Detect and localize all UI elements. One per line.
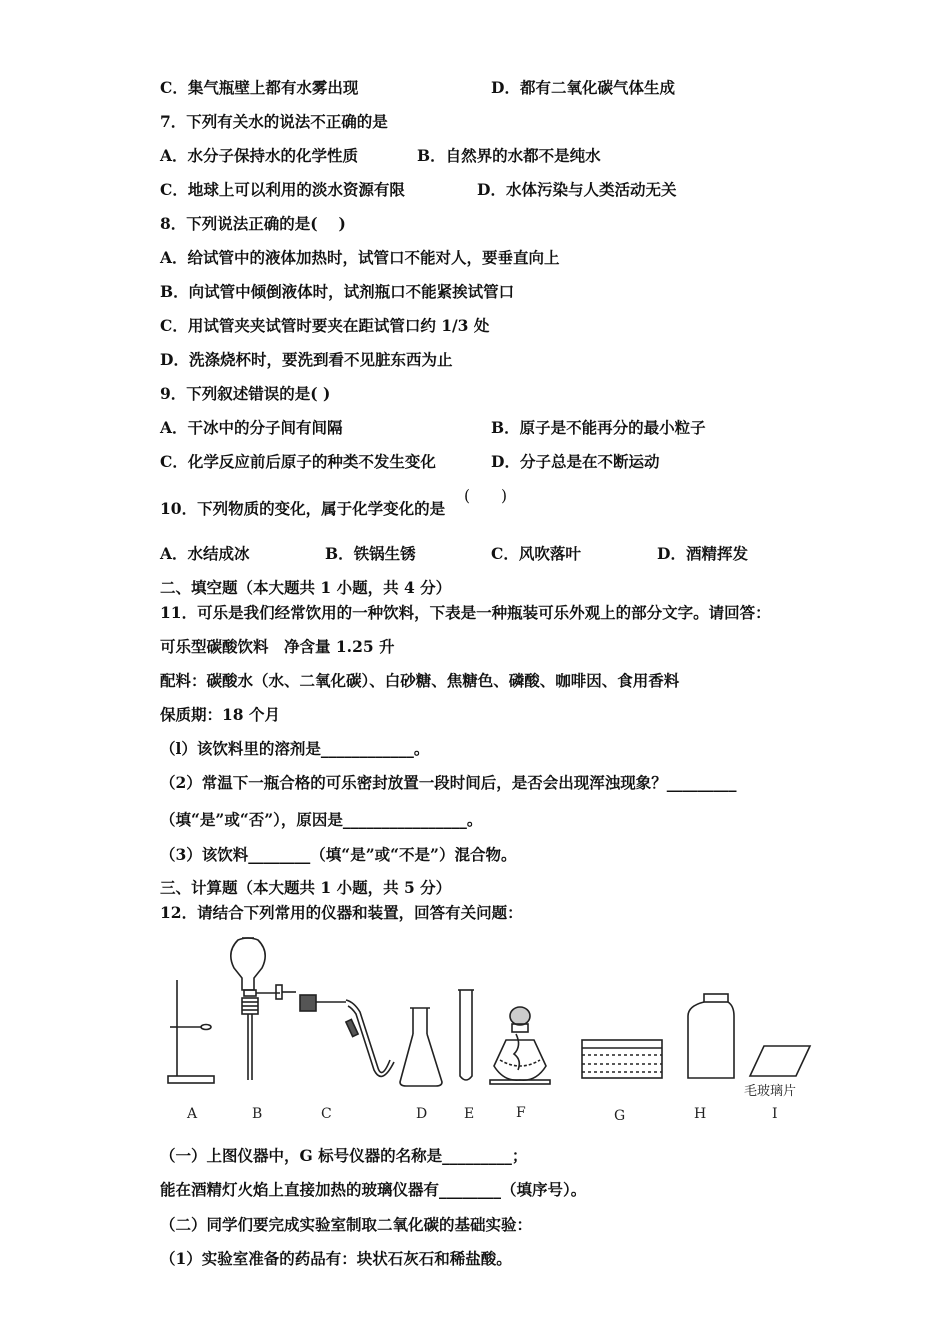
delivery-tube-illustration [300,995,394,1076]
label-g: G [614,1108,626,1124]
glass-plate-label: 毛玻璃片 [744,1084,797,1099]
q11-part-1: （l）该饮料里的溶剂是____________。 [160,739,430,758]
q7-option-row-ab [160,146,601,166]
q9-option-c: C．化学反应前后原子的种类不发生变化 [160,452,436,471]
q10-option-d: D．酒精挥发 [657,544,748,563]
glass-plate-illustration [750,1046,810,1076]
alcohol-lamp-illustration [490,1007,550,1084]
q8-stem: 8．下列说法正确的是( ) [160,214,346,233]
q9-option-row-cd [160,452,660,472]
q11-label-name: 可乐型碳酸饮料 净含量 1.25 升 [160,637,395,656]
q7-option-c: C．地球上可以利用的淡水资源有限 [160,180,405,199]
q9-option-row-ab [160,418,706,438]
label-b: B [252,1106,263,1122]
q7-option-b: B．自然界的水都不是纯水 [417,146,601,165]
q8-option-c: C．用试管夹夹试管时要夹在距试管口约 1/3 处 [160,316,490,335]
q7-option-d: D．水体污染与人类活动无关 [477,180,677,199]
q12-stem: 12．请结合下列常用的仪器和装置，回答有关问题： [160,903,523,922]
label-e: E [464,1106,475,1122]
label-f: F [516,1105,526,1121]
q11-part-2-cont: （填“是”或“否”），原因是________________。 [160,810,483,829]
q9-option-a: A．干冰中的分子间有间隔 [160,418,343,437]
test-tube-illustration [458,990,474,1080]
q11-stem: 11．可乐是我们经常饮用的一种饮料，下表是一种瓶装可乐外观上的部分文字。请回答： [160,603,771,622]
q7-stem: 7．下列有关水的说法不正确的是 [160,112,388,131]
q10-options [160,544,748,564]
q11-label-ingredients: 配料：碳酸水（水、二氧化碳）、白砂糖、焦糖色、磷酸、咖啡因、食用香料 [160,671,680,690]
q8-option-b: B．向试管中倾倒液体时，试剂瓶口不能紧挨试管口 [160,282,515,301]
water-trough-illustration [582,1040,662,1078]
q11-label-shelf-life: 保质期：18 个月 [160,705,280,724]
section-2-heading: 二、填空题（本大题共 1 小题，共 4 分） [160,578,452,597]
conical-flask-illustration [400,1008,442,1086]
label-h: H [694,1106,707,1122]
separatory-funnel-illustration [231,938,296,1080]
q9-option-d: D．分子总是在不断运动 [491,452,660,471]
q10-answer-paren: ( ) [464,487,508,505]
q10-stem: 10．下列物质的变化，属于化学变化的是 [160,499,446,518]
label-i: I [772,1106,778,1122]
q7-option-a: A．水分子保持水的化学性质 [160,146,359,165]
q12-part-2: （二）同学们要完成实验室制取二氧化碳的基础实验： [160,1215,533,1234]
q9-option-b: B．原子是不能再分的最小粒子 [491,418,706,437]
label-c: C [321,1106,332,1122]
q12-part-1: （一）上图仪器中，G 标号仪器的名称是_________； [160,1146,528,1165]
q6-option-row-cd [160,78,675,98]
q8-option-a: A．给试管中的液体加热时，试管口不能对人，要垂直向上 [160,248,560,267]
q8-option-d: D．洗涤烧杯时，要洗到看不见脏东西为止 [160,350,453,369]
q12-part-2-1: （1）实验室准备的药品有：块状石灰石和稀盐酸。 [160,1249,512,1268]
q9-stem: 9．下列叙述错误的是( ) [160,384,331,403]
iron-stand-illustration [168,980,214,1083]
q6-option-c: C．集气瓶壁上都有水雾出现 [160,78,359,97]
q10-option-b: B．铁锅生锈 [325,544,416,563]
q6-option-d: D．都有二氧化碳气体生成 [491,78,675,97]
label-d: D [416,1106,428,1122]
label-a: A [187,1106,198,1122]
gas-jar-illustration [688,994,734,1078]
q10-option-a: A．水结成冰 [160,544,250,563]
section-3-heading: 三、计算题（本大题共 1 小题，共 5 分） [160,878,452,897]
q12-part-1-cont: 能在酒精灯火焰上直接加热的玻璃仪器有________（填序号）。 [160,1180,587,1199]
q7-option-row-cd [160,180,677,200]
q11-part-3: （3）该饮料________（填“是”或“不是”）混合物。 [160,845,517,864]
q11-part-2: （2）常温下一瓶合格的可乐密封放置一段时间后，是否会出现浑浊现象？_________ [160,773,737,792]
lab-apparatus-figure [150,930,830,1130]
q10-option-c: C．风吹落叶 [491,544,581,563]
